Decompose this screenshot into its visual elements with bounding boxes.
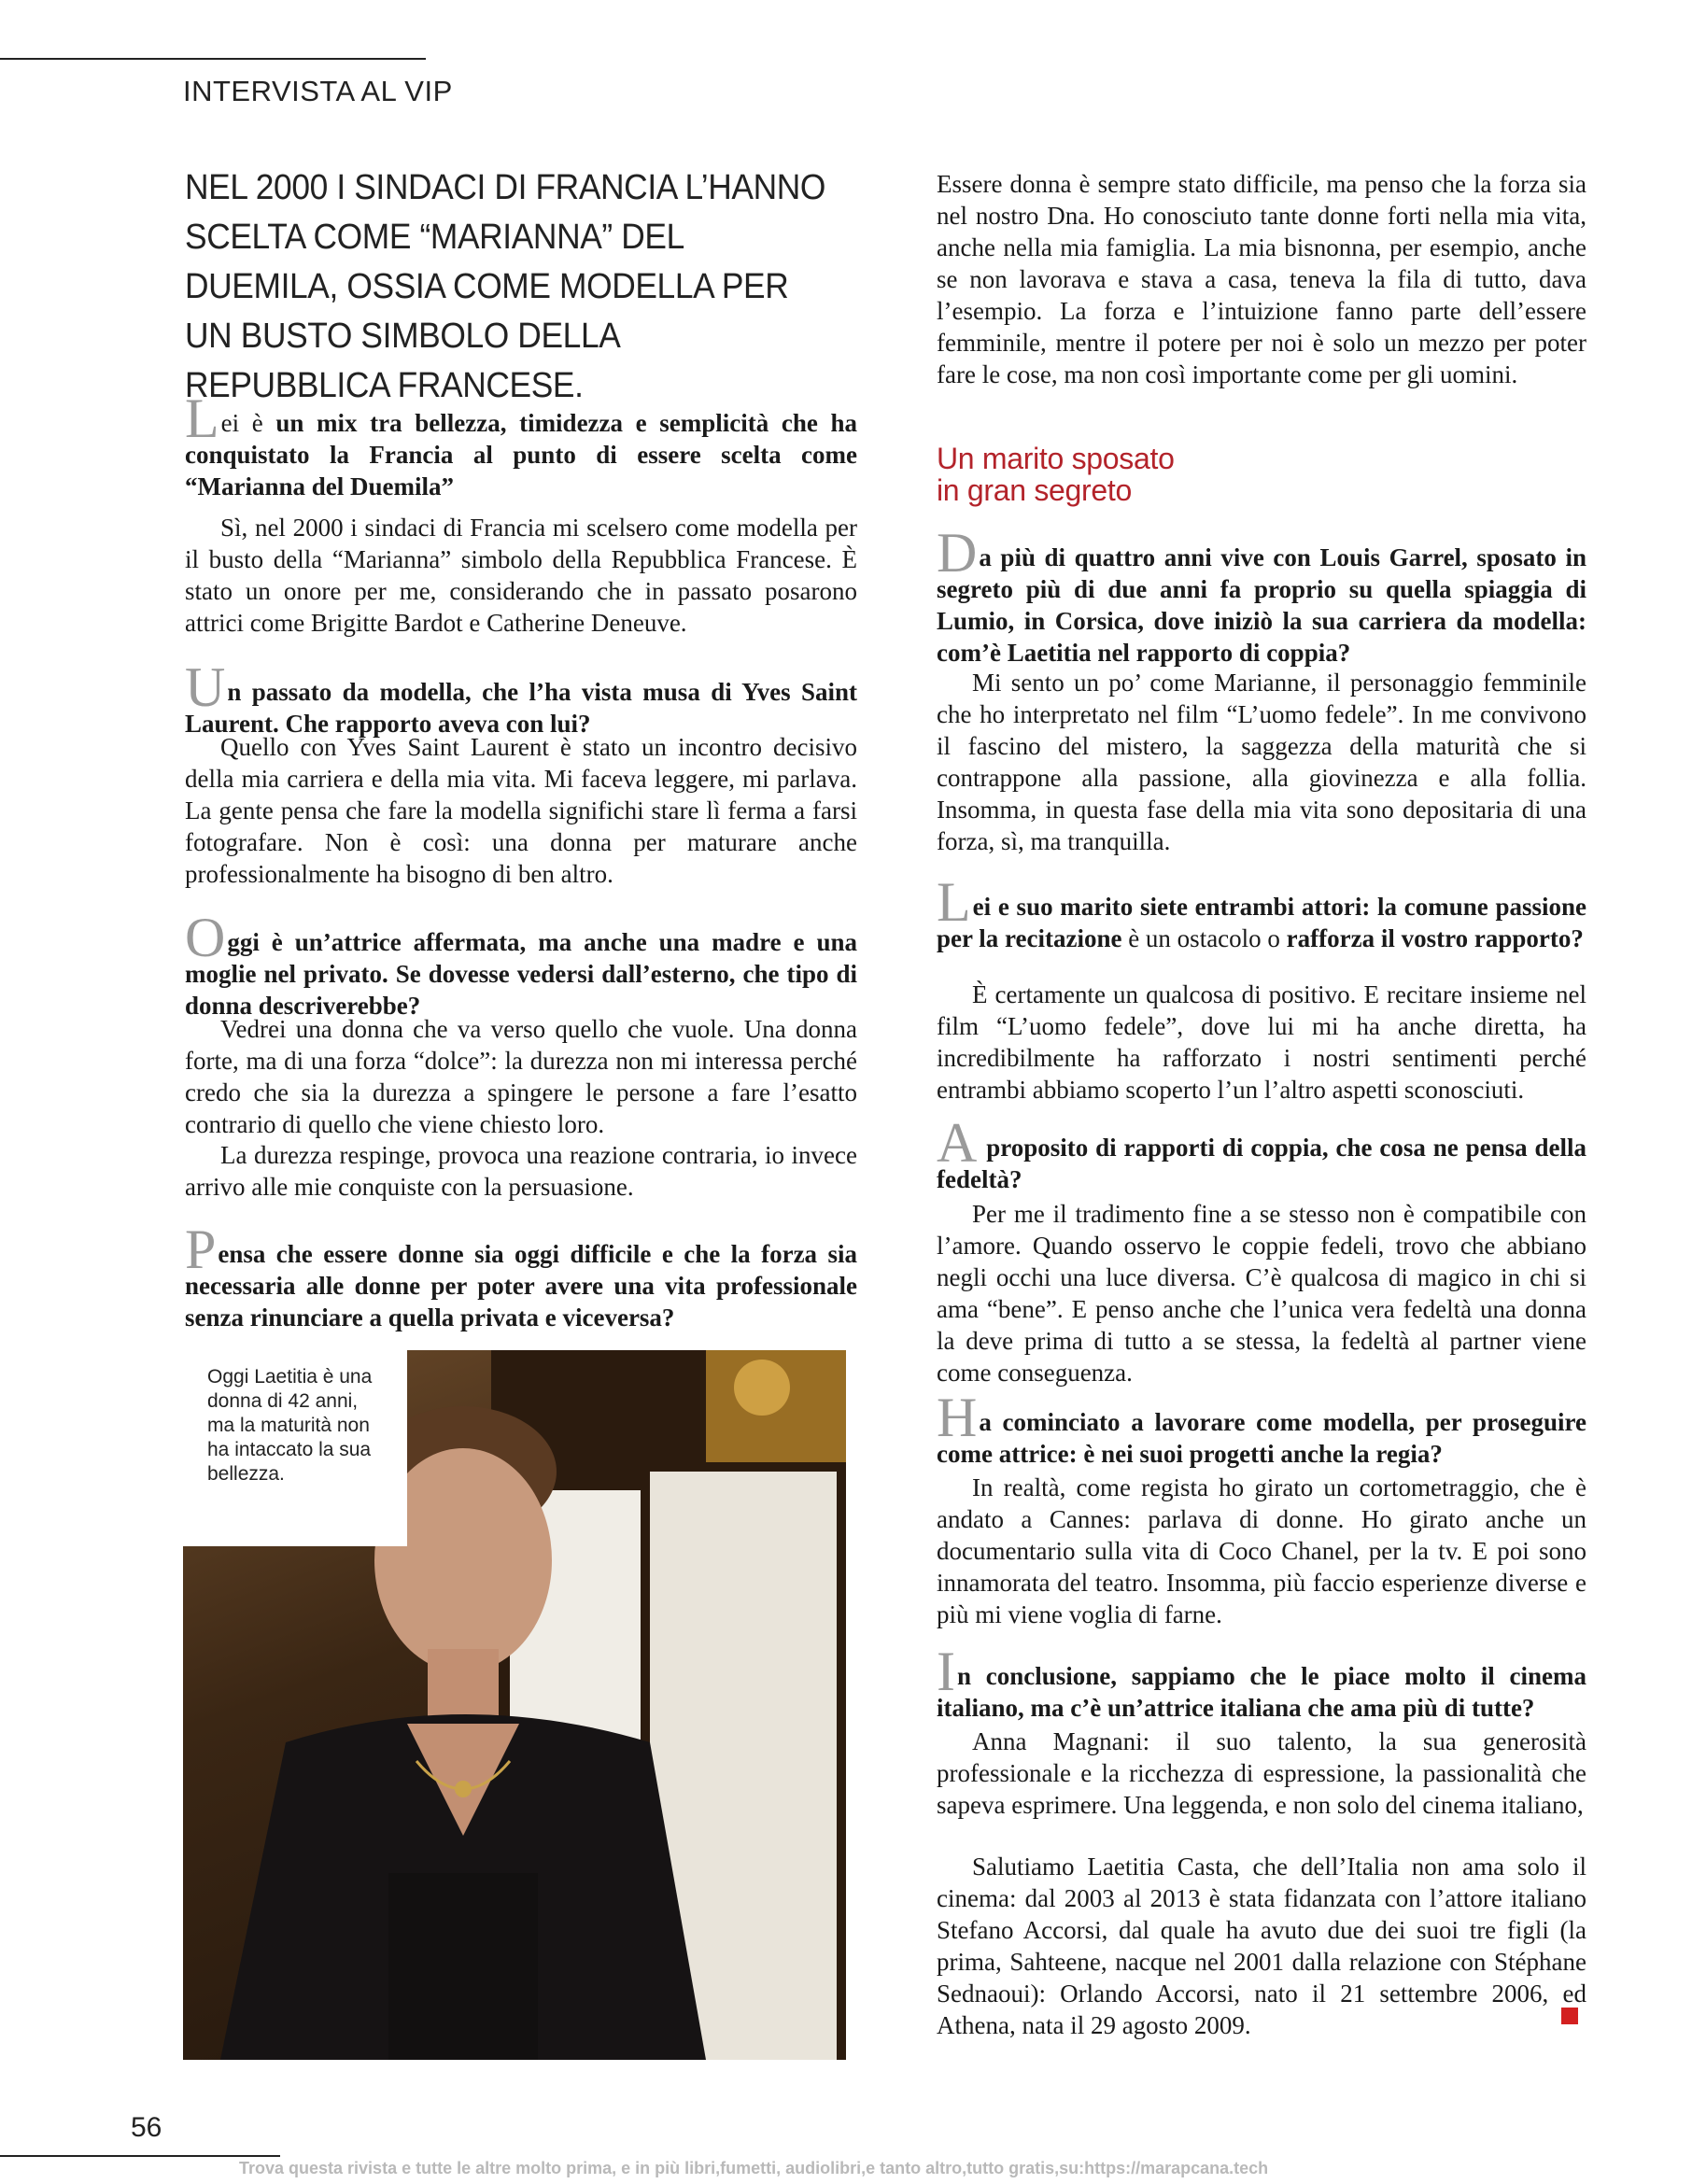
question-3: Oggi è un’attrice affermata, ma anche una madre e una moglie nel privato. Se dovesse vedersi dall’esterno, che tipo di donna descriverebbe? bbox=[185, 907, 857, 1020]
page-number: 56 bbox=[131, 2112, 162, 2143]
portrait-photo bbox=[183, 1350, 846, 2060]
answer-7: Per me il tradimento fine a se stesso non è compatibile con l’amore. Quando osservo le coppie fedeli, trovo che abbiano negli occhi una luce diversa. C’è qualcosa di magico in chi si ama “bene”. E penso anche che l’unica vera fedeltà una donna la deve prima di tutto a se stessa, la fedeltà al partner viene come conseguenza. bbox=[937, 1200, 1586, 1387]
drop-cap: U bbox=[185, 656, 226, 718]
question-6: Lei e suo marito siete entrambi attori: la comune passione per la recitazione è un ostacolo o rafforza il vostro rapporto? bbox=[937, 871, 1586, 952]
page-headline: NEL 2000 I SINDACI DI FRANCIA L’HANNO SCELTA COME “MARIANNA” DEL DUEMILA, OSSIA COME MODELLA PER UN BUSTO SIMBOLO DELLA REPUBBLICA FRANCESE. bbox=[185, 168, 826, 405]
end-of-article-mark bbox=[1561, 2008, 1578, 2024]
answer-3: Vedrei una donna che va verso quello che vuole. Una donna forte, ma di una forza “dolce”: la durezza non mi interessa perché credo che sia la durezza a spingere le persone a fare l’esatto contrario di quello che viene chiesto loro. bbox=[185, 1015, 857, 1138]
bottom-rule bbox=[0, 2155, 280, 2157]
drop-cap: I bbox=[937, 1641, 955, 1702]
section-label: INTERVISTA AL VIP bbox=[183, 75, 453, 107]
answer-6: È certamente un qualcosa di positivo. E recitare insieme nel film “L’uomo fedele”, dove lui mi ha anche diretta, ha incredibilmente ha rafforzato i nostri sentimenti perché entrambi abbiamo scoperto l’un l’altro aspetti sconosciuti. bbox=[937, 980, 1586, 1104]
drop-cap: A bbox=[937, 1112, 978, 1174]
closing-paragraph: Salutiamo Laetitia Casta, che dell’Italia non ama solo il cinema: dal 2003 al 2013 è stata fidanzata con l’attore italiano Stefano Accorsi, dal quale ha avuto due dei suoi tre figli (la prima, Sahteene, nacque nel 2001 dalla relazione con Stéphane Sednaoui): Orlando Accorsi, nato il 21 settembre 2006, ed Athena, nata il 29 agosto 2009. bbox=[937, 1853, 1586, 2039]
answer-3-continued: La durezza respinge, provoca una reazione contraria, io invece arrivo alle mie conquiste con la persuasione. bbox=[185, 1141, 857, 1201]
subheading: Un marito sposato in gran segreto bbox=[937, 442, 1175, 507]
drop-cap: O bbox=[185, 907, 226, 968]
watermark-text: Trova questa rivista e tutte le altre molto prima, e in più libri,fumetti, audiolibri,e tanto altro,tutto gratis,su:https://marapcana.tech bbox=[239, 2159, 1269, 2177]
question-7: A proposito di rapporti di coppia, che cosa ne pensa della fedeltà? bbox=[937, 1112, 1586, 1193]
answer-5: Mi sento un po’ come Marianne, il personaggio femminile che ho interpretato nel film “L’uomo fedele”. In me convivono il fascino del mistero, la saggezza della maturità che si contrappone alla passione, alla giovinezza e alla follia. Insomma, in questa fase della mia vita sono depositaria di una forza, sì, ma tranquilla. bbox=[937, 669, 1586, 855]
drop-cap: H bbox=[937, 1387, 978, 1448]
photo-caption: Oggi Laetitia è una donna di 42 anni, ma la maturità non ha intaccato la sua bellezza. bbox=[207, 1366, 373, 1485]
caption-box bbox=[183, 1350, 407, 1546]
question-5: Da più di quattro anni vive con Louis Garrel, sposato in segreto più di due anni fa proprio su quella spiaggia di Lumio, in Corsica, dove iniziò la sua carriera da modella: com’è Laetitia nel rapporto di coppia? bbox=[937, 522, 1586, 667]
question-9: In conclusione, sappiamo che le piace molto il cinema italiano, ma c’è un’attrice italiana che ama più di tutte? bbox=[937, 1641, 1586, 1722]
answer-8: In realtà, come regista ho girato un cortometraggio, che è andato a Cannes: parlava di donne. Ho girato anche un documentario sulla vita di Coco Chanel, per la tv. E poi sono innamorata del teatro. Insomma, più faccio esperienze diverse e più mi viene voglia di farne. bbox=[937, 1473, 1586, 1628]
answer-9: Anna Magnani: il suo talento, la sua generosità professionale e la ricchezza di espressione, la passionalità che sapeva esprimere. Una leggenda, e non solo del cinema italiano, bbox=[937, 1727, 1586, 1819]
answer-1: Sì, nel 2000 i sindaci di Francia mi scelsero come modella per il busto della “Marianna” simbolo della Repubblica Francese. È stato un onore per me, considerando che in passato posarono attrici come Brigitte Bardot e Catherine Deneuve. bbox=[185, 514, 857, 637]
drop-cap: P bbox=[185, 1219, 217, 1280]
top-rule bbox=[0, 58, 426, 60]
answer-4: Essere donna è sempre stato difficile, ma penso che la forza sia nel nostro Dna. Ho conosciuto tante donne forti nella mia vita, anche nella mia famiglia. La mia bisnonna, per esempio, anche se non lavorava e stava a casa, teneva la fila di tutto, dava l’esempio. La forza e l’intuizione fanno parte dell’essere femminile, mentre il potere per noi è solo un mezzo per poter fare le cose, ma non così importante come per gli uomini. bbox=[937, 170, 1586, 388]
drop-cap: L bbox=[937, 871, 971, 933]
drop-cap: D bbox=[937, 522, 978, 584]
answer-2: Quello con Yves Saint Laurent è stato un incontro decisivo della mia carriera e della mia vita. Mi faceva leggere, mi parlava. La gente pensa che fare la modella significhi stare lì ferma a farsi fotografare. Non è così: una donna per maturare anche professionalmente ha bisogno di ben altro. bbox=[185, 733, 857, 888]
question-1: Lei è un mix tra bellezza, timidezza e semplicità che ha conquistato la Francia al punto di essere scelta come “Marianna del Duemila” bbox=[185, 387, 857, 500]
question-2: Un passato da modella, che l’ha vista musa di Yves Saint Laurent. Che rapporto aveva con lui? bbox=[185, 656, 857, 738]
drop-cap: L bbox=[185, 387, 219, 449]
question-4: Pensa che essere donne sia oggi difficile e che la forza sia necessaria alle donne per poter avere una vita professionale senza rinunciare a quella privata e viceversa? bbox=[185, 1219, 857, 1332]
question-8: Ha cominciato a lavorare come modella, per proseguire come attrice: è nei suoi progetti anche la regia? bbox=[937, 1387, 1586, 1468]
